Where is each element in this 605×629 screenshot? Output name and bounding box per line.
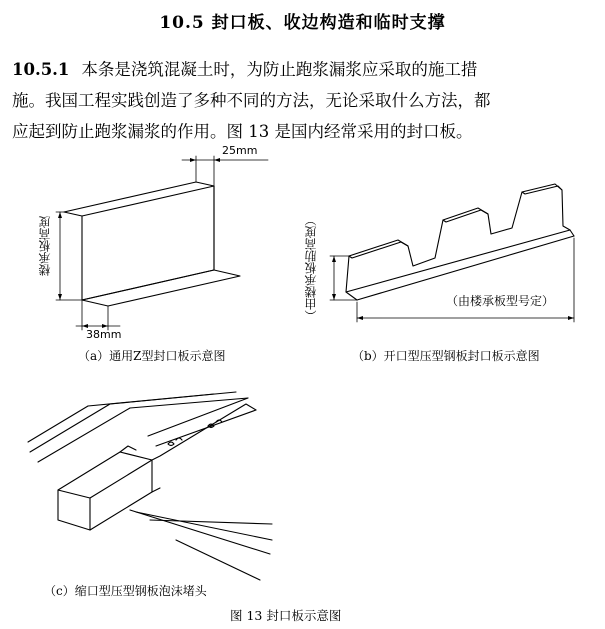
- figure-a-drawing: [56, 156, 268, 330]
- paragraph-line-1: 本条是浇筑混凝土时，为防止跑浆漏浆应采取的施工措: [81, 60, 478, 79]
- figure-b-note: （由楼承板型号定）: [446, 294, 555, 308]
- figure-a-dim-top: 25mm: [222, 144, 258, 157]
- paragraph-line-3: 应起到防止跑浆漏浆的作用。图 13 是国内经常采用的封口板。: [12, 122, 473, 141]
- figure-a-caption: （a）通用Z型封口板示意图: [78, 349, 226, 363]
- section-title: 10.5 封口板、收边构造和临时支撑: [159, 13, 446, 33]
- paragraph-line-2: 施。我国工程实践创造了多种不同的方法，无论采取什么方法，都: [12, 91, 491, 110]
- figure-b-height-label: （由楼承板肋高度）: [304, 214, 318, 322]
- figure-b-caption: （b）开口型压型钢板封口板示意图: [352, 349, 540, 363]
- figure-c-caption: （c）缩口型压型钢板泡沫堵头: [44, 584, 207, 598]
- figure-13-caption: 图 13 封口板示意图: [230, 608, 342, 623]
- paragraph-number: 10.5.1: [12, 60, 70, 79]
- figure-a-dim-bottom: 38mm: [86, 328, 122, 341]
- figure-c-drawing: [28, 392, 272, 580]
- figure-a-height-label: 楼承板高度: [38, 216, 52, 276]
